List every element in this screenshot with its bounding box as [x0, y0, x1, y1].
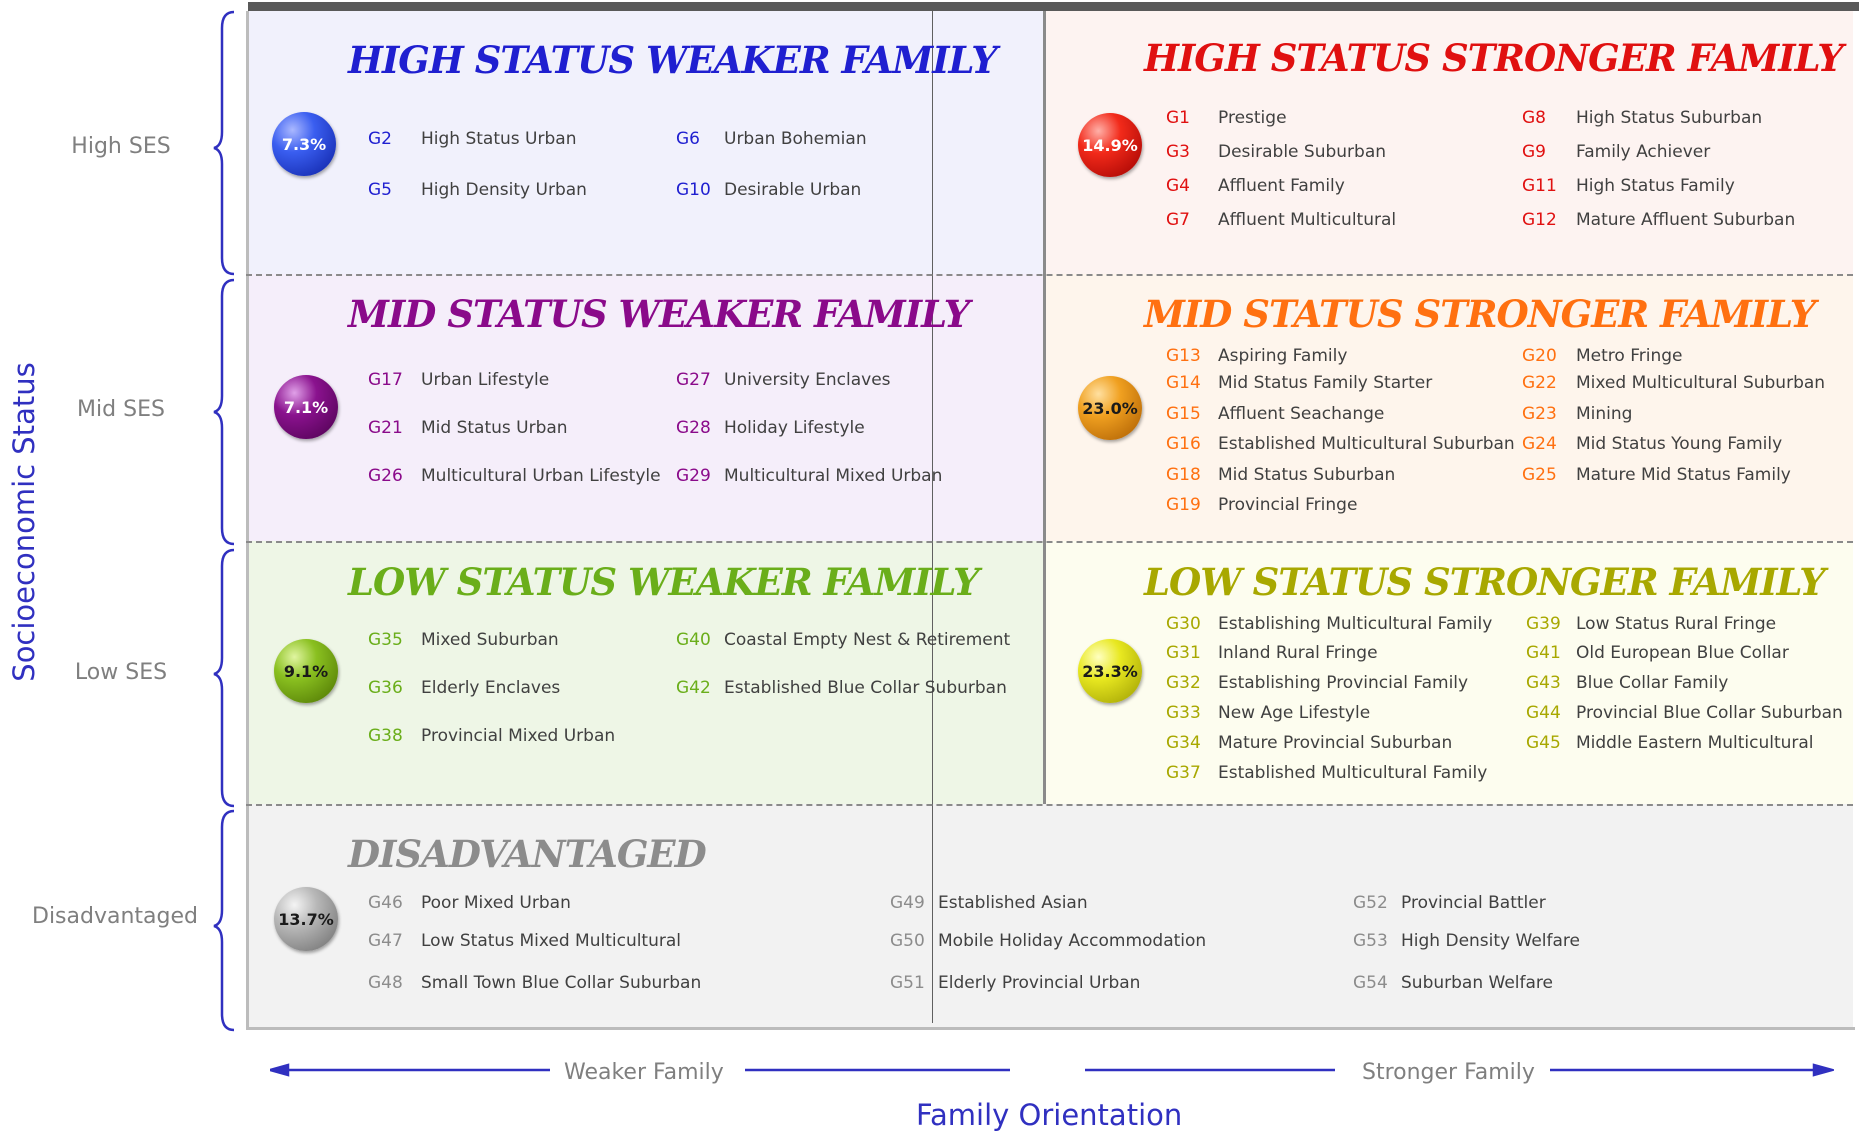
group-name: Urban Bohemian — [724, 129, 867, 149]
group-code: G37 — [1166, 763, 1201, 783]
group-name: Aspiring Family — [1218, 346, 1348, 366]
ses-label-low: Low SES — [74, 660, 168, 685]
bottom-border — [246, 1027, 1855, 1030]
divider-high-mid — [246, 274, 1853, 276]
group-code: G31 — [1166, 643, 1201, 663]
group-code: G16 — [1166, 434, 1201, 454]
arrow-right-head — [1814, 1065, 1832, 1075]
brace-disadvantaged — [214, 811, 234, 1030]
group-code: G35 — [368, 630, 403, 650]
group-name: Inland Rural Fringe — [1218, 643, 1378, 663]
group-code: G29 — [676, 466, 711, 486]
arrow-left-head — [270, 1065, 288, 1075]
group-name: Established Multicultural Suburban — [1218, 434, 1515, 454]
title-disadvantaged: DISADVANTAGED — [348, 832, 706, 876]
group-name: Mature Provincial Suburban — [1218, 733, 1453, 753]
group-name: Metro Fringe — [1576, 346, 1683, 366]
percent-ball-high-strong: 14.9% — [1078, 113, 1142, 177]
group-code: G54 — [1353, 973, 1388, 993]
percent-ball-low-strong: 23.3% — [1078, 639, 1142, 703]
group-code: G51 — [890, 973, 925, 993]
group-code: G10 — [676, 180, 711, 200]
group-name: High Status Suburban — [1576, 108, 1763, 128]
group-name: Affluent Family — [1218, 176, 1345, 196]
group-name: Mid Status Urban — [421, 418, 568, 438]
left-border — [246, 11, 249, 1030]
group-code: G26 — [368, 466, 403, 486]
group-code: G39 — [1526, 614, 1561, 634]
group-name: Mature Affluent Suburban — [1576, 210, 1796, 230]
ses-label-disadvantaged: Disadvantaged — [32, 904, 198, 929]
group-name: Urban Lifestyle — [421, 370, 550, 390]
group-code: G44 — [1526, 703, 1561, 723]
group-name: Old European Blue Collar — [1576, 643, 1789, 663]
title-high-weak: HIGH STATUS WEAKER FAMILY — [348, 38, 997, 82]
group-name: New Age Lifestyle — [1218, 703, 1371, 723]
group-name: Provincial Mixed Urban — [421, 726, 616, 746]
group-name: Low Status Mixed Multicultural — [421, 931, 682, 951]
group-name: Suburban Welfare — [1401, 973, 1553, 993]
group-code: G28 — [676, 418, 711, 438]
brace-mid — [214, 280, 234, 544]
group-name: Mature Mid Status Family — [1576, 465, 1791, 485]
group-name: Poor Mixed Urban — [421, 893, 571, 913]
group-code: G9 — [1522, 142, 1546, 162]
group-name: Mid Status Young Family — [1576, 434, 1783, 454]
group-code: G22 — [1522, 373, 1557, 393]
group-code: G42 — [676, 678, 711, 698]
group-code: G17 — [368, 370, 403, 390]
group-name: Established Asian — [938, 893, 1088, 913]
group-name: Mixed Suburban — [421, 630, 559, 650]
group-name: Multicultural Urban Lifestyle — [421, 466, 661, 486]
group-code: G24 — [1522, 434, 1557, 454]
x-axis-title: Family Orientation — [916, 1098, 1183, 1132]
group-name: Small Town Blue Collar Suburban — [421, 973, 702, 993]
group-name: Establishing Multicultural Family — [1218, 614, 1493, 634]
percent-ball-high-weak: 7.3% — [272, 112, 336, 176]
group-name: Holiday Lifestyle — [724, 418, 865, 438]
group-name: Elderly Enclaves — [421, 678, 561, 698]
group-name: Mid Status Suburban — [1218, 465, 1396, 485]
group-name: Middle Eastern Multicultural — [1576, 733, 1814, 753]
group-name: University Enclaves — [724, 370, 891, 390]
title-mid-weak: MID STATUS WEAKER FAMILY — [348, 292, 970, 336]
group-code: G47 — [368, 931, 403, 951]
title-mid-strong: MID STATUS STRONGER FAMILY — [1144, 292, 1816, 336]
group-name: Low Status Rural Fringe — [1576, 614, 1777, 634]
divider-low-disadvantaged — [246, 804, 1853, 806]
group-name: Established Multicultural Family — [1218, 763, 1488, 783]
group-name: Coastal Empty Nest & Retirement — [724, 630, 1011, 650]
group-code: G3 — [1166, 142, 1190, 162]
group-code: G40 — [676, 630, 711, 650]
group-code: G21 — [368, 418, 403, 438]
ses-label-mid: Mid SES — [77, 397, 165, 422]
group-code: G33 — [1166, 703, 1201, 723]
group-code: G27 — [676, 370, 711, 390]
percent-ball-low-weak: 9.1% — [274, 639, 338, 703]
group-name: Blue Collar Family — [1576, 673, 1729, 693]
top-border — [248, 2, 1859, 11]
group-code: G6 — [676, 129, 700, 149]
group-name: High Density Urban — [421, 180, 587, 200]
group-name: Established Blue Collar Suburban — [724, 678, 1007, 698]
group-code: G20 — [1522, 346, 1557, 366]
group-code: G34 — [1166, 733, 1201, 753]
group-code: G43 — [1526, 673, 1561, 693]
y-axis-title: Socioeconomic Status — [7, 362, 41, 682]
group-name: Affluent Seachange — [1218, 404, 1385, 424]
group-code: G1 — [1166, 108, 1190, 128]
ses-braces — [212, 8, 240, 1033]
brace-low — [214, 550, 234, 806]
group-name: Prestige — [1218, 108, 1287, 128]
x-axis-weaker-label: Weaker Family — [564, 1060, 724, 1085]
title-low-weak: LOW STATUS WEAKER FAMILY — [348, 560, 979, 604]
group-name: Provincial Fringe — [1218, 495, 1358, 515]
group-code: G36 — [368, 678, 403, 698]
group-name: Establishing Provincial Family — [1218, 673, 1469, 693]
group-name: Desirable Urban — [724, 180, 862, 200]
group-code: G15 — [1166, 404, 1201, 424]
group-code: G52 — [1353, 893, 1388, 913]
ses-label-high: High SES — [71, 134, 171, 159]
group-code: G5 — [368, 180, 392, 200]
group-code: G30 — [1166, 614, 1201, 634]
group-code: G45 — [1526, 733, 1561, 753]
mid-vertical-line — [932, 11, 933, 1023]
group-code: G53 — [1353, 931, 1388, 951]
brace-high — [214, 12, 234, 274]
group-name: Multicultural Mixed Urban — [724, 466, 943, 486]
group-code: G25 — [1522, 465, 1557, 485]
group-code: G2 — [368, 129, 392, 149]
group-name: Elderly Provincial Urban — [938, 973, 1141, 993]
center-divider — [1043, 11, 1046, 804]
group-code: G12 — [1522, 210, 1557, 230]
group-name: Mining — [1576, 404, 1633, 424]
x-axis-stronger-label: Stronger Family — [1362, 1060, 1535, 1085]
group-code: G13 — [1166, 346, 1201, 366]
group-code: G32 — [1166, 673, 1201, 693]
group-code: G48 — [368, 973, 403, 993]
group-name: Mixed Multicultural Suburban — [1576, 373, 1826, 393]
group-code: G14 — [1166, 373, 1201, 393]
group-name: Desirable Suburban — [1218, 142, 1387, 162]
title-low-strong: LOW STATUS STRONGER FAMILY — [1144, 560, 1825, 604]
group-name: Provincial Blue Collar Suburban — [1576, 703, 1843, 723]
group-code: G46 — [368, 893, 403, 913]
divider-mid-low — [246, 541, 1853, 543]
group-code: G50 — [890, 931, 925, 951]
group-code: G7 — [1166, 210, 1190, 230]
group-name: Mobile Holiday Accommodation — [938, 931, 1207, 951]
percent-ball-disadvantaged: 13.7% — [274, 887, 338, 951]
group-name: Provincial Battler — [1401, 893, 1546, 913]
group-code: G8 — [1522, 108, 1546, 128]
group-name: Affluent Multicultural — [1218, 210, 1397, 230]
group-code: G49 — [890, 893, 925, 913]
group-code: G18 — [1166, 465, 1201, 485]
group-name: Mid Status Family Starter — [1218, 373, 1433, 393]
group-code: G19 — [1166, 495, 1201, 515]
group-code: G41 — [1526, 643, 1561, 663]
group-name: High Density Welfare — [1401, 931, 1580, 951]
group-name: Family Achiever — [1576, 142, 1711, 162]
group-code: G4 — [1166, 176, 1190, 196]
percent-ball-mid-weak: 7.1% — [274, 375, 338, 439]
title-high-strong: HIGH STATUS STRONGER FAMILY — [1144, 36, 1843, 80]
group-name: High Status Urban — [421, 129, 577, 149]
group-name: High Status Family — [1576, 176, 1735, 196]
group-code: G38 — [368, 726, 403, 746]
percent-ball-mid-strong: 23.0% — [1078, 376, 1142, 440]
x-axis-arrows — [270, 1058, 1834, 1088]
group-code: G23 — [1522, 404, 1557, 424]
group-code: G11 — [1522, 176, 1557, 196]
